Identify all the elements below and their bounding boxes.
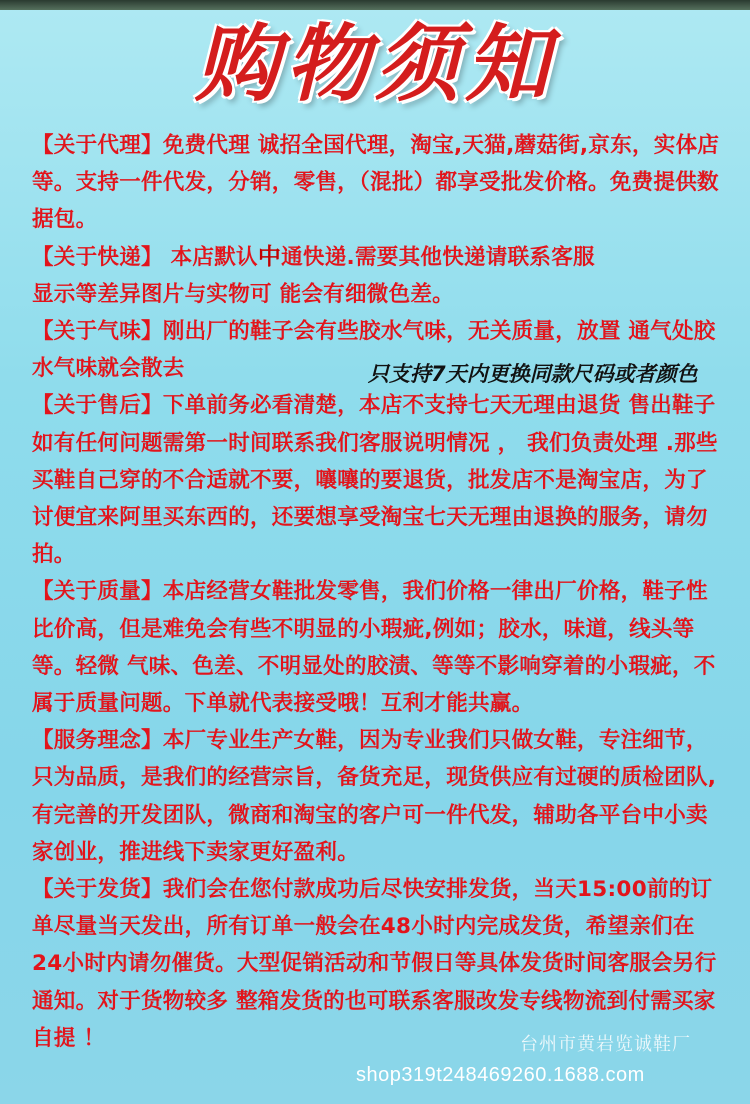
- page-title: 购物须知: [194, 14, 555, 113]
- section-text: 免费代理 诚招全国代理，淘宝,天猫,蘑菇街,京东，实体店等。支持一件代发，分销，零售，（混批）都享受批发价格。免费提供数据包。: [32, 133, 720, 233]
- store-watermark: 台州市黄岩览诚鞋厂: [520, 1034, 691, 1055]
- section-tag: 【关于代理】: [32, 133, 163, 158]
- section-aftersale: [32, 387, 722, 573]
- section-text: 本店经营女鞋批发零售，我们价格一律出厂价格，鞋子性比价高，但是难免会有些不明显的小瑕疵,例如；胶水，味道，线头等等。轻微 气味、色差、不明显处的胶渍、等等不影响穿着的小瑕疵，不属于质量问题。下单就代表接受哦！互利才能共赢。: [32, 579, 716, 717]
- notice-content: [32, 127, 722, 1057]
- section-text: 刚出厂的鞋子会有些胶水气味，无关质量，放置 通气处胶水气味就会散去: [32, 319, 716, 382]
- exchange-note: 只支持7天内更换同款尺码或者颜色: [368, 362, 698, 386]
- highlight-text: 中: [257, 243, 282, 270]
- section-tag: 【关于快递】: [32, 244, 163, 270]
- section-service: [32, 722, 722, 871]
- section-text: 下单前务必看清楚，本店不支持七天无理由退货 售出鞋子如有任何问题需第一时间联系我们客服说明情况 ， 我们负责处理 .那些买鞋自己穿的不合适就不要，嚷嚷的要退货，批发店不是淘宝店，为了讨便宜来阿里买东西的，还要想享受淘宝七天无理由退换的服务，请勿拍。: [32, 393, 718, 568]
- section-text-pre: 本店默认: [162, 244, 258, 270]
- section-text-post: 通快递.需要其他快递请联系客服: [281, 244, 595, 270]
- section-text: 显示等差异图片与实物可 能会有细微色差。: [32, 281, 454, 307]
- section-quality: [32, 573, 722, 722]
- section-express: [32, 239, 722, 276]
- shop-url-watermark: shop319t248469260.1688.com: [356, 1064, 645, 1086]
- section-tag: 【关于气味】: [32, 319, 163, 345]
- section-agency: [32, 127, 722, 239]
- section-tag: 【关于质量】: [32, 579, 163, 605]
- section-text: 我们会在您付款成功后尽快安排发货，当天15:00前的订单尽量当天发出，所有订单一般会在48小时内完成发货，希望亲们在24小时内请勿催货。大型促销活动和节假日等具体发货时间客服会另行通知。对于货物较多 整箱发货的也可联系客服改发专线物流到付需买家自提 ！: [32, 877, 717, 1051]
- section-tag: 【服务理念】: [32, 728, 163, 754]
- section-text: 本厂专业生产女鞋，因为专业我们只做女鞋，专注细节，只为品质，是我们的经营宗旨，备货充足，现货供应有过硬的质检团队,有完善的开发团队，微商和淘宝的客户可一件代发，辅助各平台中小卖家创业，推进线下卖家更好盈利。: [32, 728, 717, 865]
- top-border: [0, 0, 750, 10]
- section-tag: 【关于售后】: [32, 393, 163, 419]
- section-color-note: [32, 276, 722, 313]
- section-tag: 【关于发货】: [32, 877, 163, 903]
